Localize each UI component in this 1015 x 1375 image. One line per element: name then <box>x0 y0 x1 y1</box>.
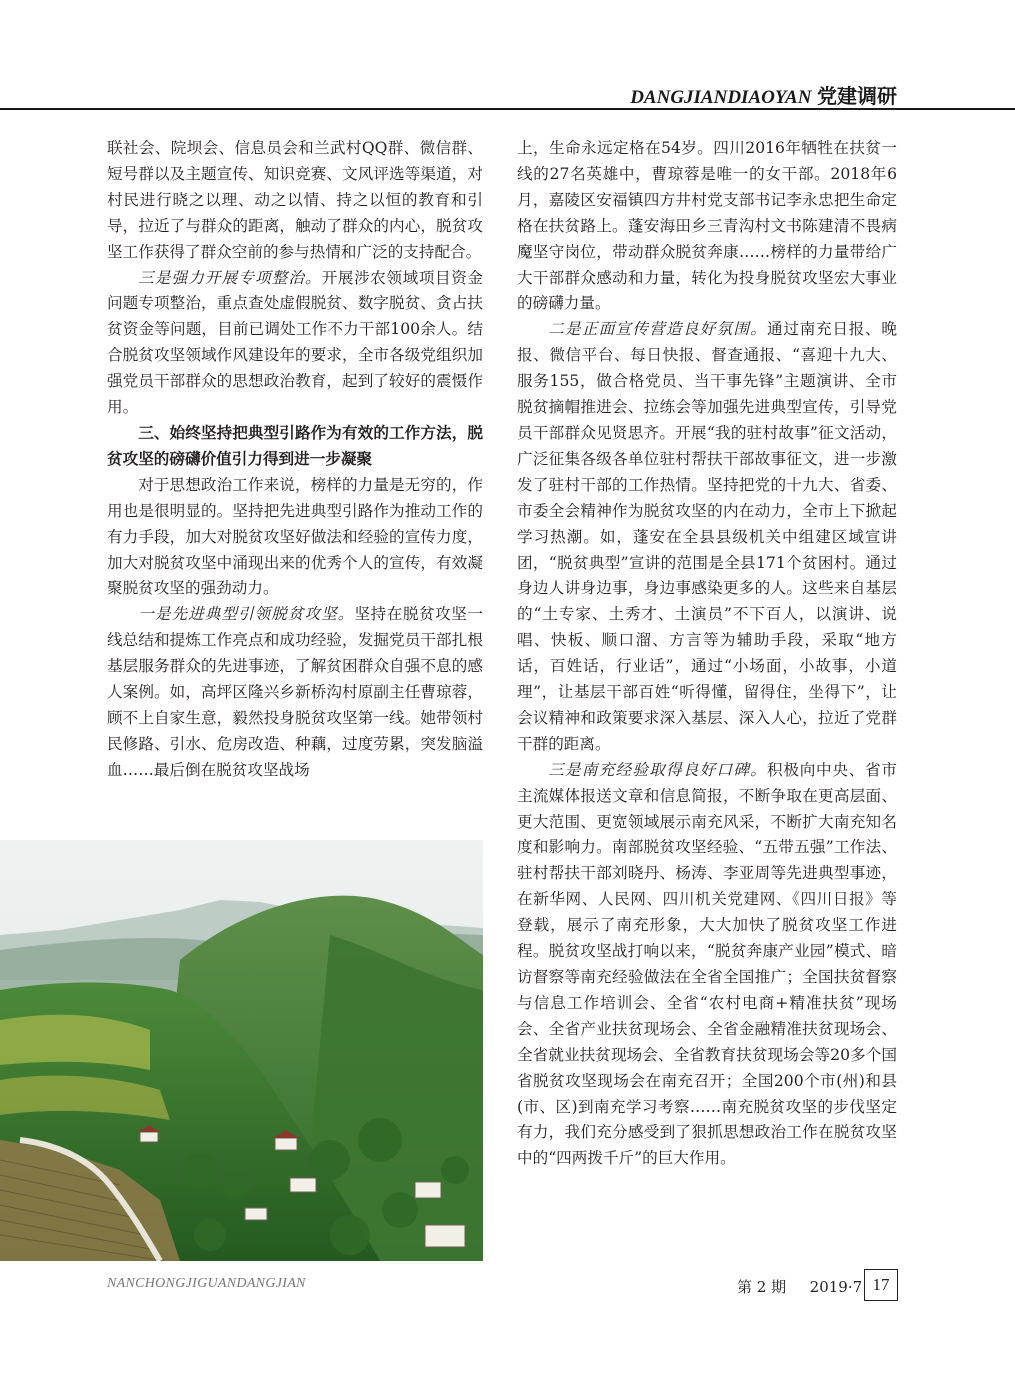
right-column <box>517 136 897 1172</box>
journal-name: NANCHONGJIGUANDANGJIAN <box>107 1276 306 1291</box>
paragraph-lead: 二是正面宣传营造良好氛围。 <box>548 320 768 339</box>
paragraph-lead: 三是强力开展专项整治。 <box>138 268 322 287</box>
paragraph: 上，生命永远定格在54岁。四川2016年牺牲在扶贫一线的27名英雄中，曹琼蓉是唯一的女干部。2018年6月，嘉陵区安福镇四方井村党支部书记李永忠把生命定格在扶贫路上。蓬安海田乡三青沟村文书陈建清不畏病魔坚守岗位，带动群众脱贫奔康……榜样的力量带给广大干部群众感动和力量，转化为投身脱贫攻坚宏大事业的磅礴力量。 <box>517 139 897 313</box>
section-heading: 三、始终坚持把典型引路作为有效的工作方法，脱贫攻坚的磅礴价值引力得到进一步凝聚 <box>107 423 483 468</box>
header-rule <box>0 108 1015 110</box>
left-column <box>107 136 483 784</box>
issue-number: 第 2 期 <box>737 1278 787 1296</box>
paragraph-body: 积极向中央、省市主流媒体报送文章和信息简报，不断争取在更高层面、更大范围、更宽领域展示南充风采，不断扩大南充知名度和影响力。南部脱贫攻坚经验、“五带五强”工作法、驻村帮扶干部刘晓丹、杨涛、李亚周等先进典型事迹，在新华网、人民网、四川机关党建网、《四川日报》等登载，展示了南充形象，大大加快了脱贫攻坚工作进程。脱贫攻坚战打响以来，“脱贫奔康产业园”模式、暗访督察等南充经验做法在全省全国推广；全国扶贫督察与信息工作培训会、全省“农村电商+精准扶贫”现场会、全省产业扶贫现场会、全省金融精准扶贫现场会、全省就业扶贫现场会、全省教育扶贫现场会等20多个国省脱贫攻坚现场会在南充召开；全国200个市(州)和县(市、区)到南充学习考察……南充脱贫攻坚的步伐坚定有力，我们充分感受到了狠抓思想政治工作在脱贫攻坚中的“四两拨千斤”的巨大作用。 <box>517 760 897 1168</box>
paragraph-lead: 一是先进典型引领脱贫攻坚。 <box>138 605 355 624</box>
landscape-illustration <box>0 840 483 1261</box>
page-header <box>0 76 1015 116</box>
paragraph-body: 坚持在脱贫攻坚一线总结和提炼工作亮点和成功经验，发掘党员干部扎根基层服务群众的先进事迹，了解贫困群众自强不息的感人案例。如，高坪区隆兴乡新桥沟村原副主任曹琼蓉，顾不上自家生意，毅然投身脱贫攻坚第一线。她带领村民修路、引水、危房改造、种藕，过度劳累，突发脑溢血……最后倒在脱贫攻坚战场 <box>107 605 483 779</box>
issue-info <box>737 1276 862 1297</box>
landscape-photo <box>0 840 483 1261</box>
paragraph: 对于思想政治工作来说，榜样的力量是无穷的，作用也是很明显的。坚持把先进典型引路作为推动工作的有力手段，加大对脱贫攻坚好做法和经验的宣传力度，加大对脱贫攻坚中涌现出来的优秀个人的宣传，有效凝聚脱贫攻坚的强劲动力。 <box>107 475 483 598</box>
page-number: 17 <box>864 1269 898 1301</box>
issue-date: 2019·7 <box>809 1278 863 1296</box>
paragraph <box>107 266 483 421</box>
paragraph-body: 开展涉农领域项目资金问题专项整治，重点查处虚假脱贫、数字脱贫、贪占扶贫资金等问题，目前已调处工作不力干部100余人。结合脱贫攻坚领域作风建设年的要求，全市各级党组织加强党员干部群众的思想政治教育，起到了较好的震慑作用。 <box>107 268 483 417</box>
paragraph-lead: 三是南充经验取得良好口碑。 <box>548 760 768 779</box>
paragraph <box>517 758 897 1173</box>
paragraph: 联社会、院坝会、信息员会和兰武村QQ群、微信群、短号群以及主题宣传、知识竞赛、文风评选等渠道，对村民进行晓之以理、动之以情、持之以恒的教育和引导，拉近了与群众的距离，触动了群众的内心，脱贫攻坚工作获得了群众空前的参与热情和广泛的支持配合。 <box>107 139 483 261</box>
section-title-latin: DANGJIANDIAOYAN <box>630 87 812 108</box>
section-title <box>630 80 897 109</box>
paragraph <box>517 317 897 757</box>
paragraph-body: 通过南充日报、晚报、微信平台、每日快报、督查通报、“喜迎十九大、服务155，做合格党员、当干事先锋”主题演讲、全市脱贫摘帽推进会、拉练会等加强先进典型宣传，引导党员干部群众见贤思齐。开展“我的驻村故事”征文活动，广泛征集各级各单位驻村帮扶干部故事征文，进一步激发了驻村干部的工作热情。坚持把党的十九大、省委、市委全会精神作为脱贫攻坚的内在动力，全市上下掀起学习热潮。如，蓬安在全县县级机关中组建区域宣讲团，“脱贫典型”宣讲的范围是全县171个贫困村。通过身边人讲身边事，身边事感染更多的人。这些来自基层的“土专家、土秀才、土演员”不下百人，以演讲、说唱、快板、顺口溜、方言等为辅助手段，采取“地方话，百姓话，行业话”，通过“小场面，小故事，小道理”，让基层干部百姓“听得懂，留得住，坐得下”，让会议精神和政策要求深入基层、深入人心，拉近了党群干群的距离。 <box>517 320 897 753</box>
section-title-chinese: 党建调研 <box>817 86 897 108</box>
paragraph <box>107 602 483 783</box>
